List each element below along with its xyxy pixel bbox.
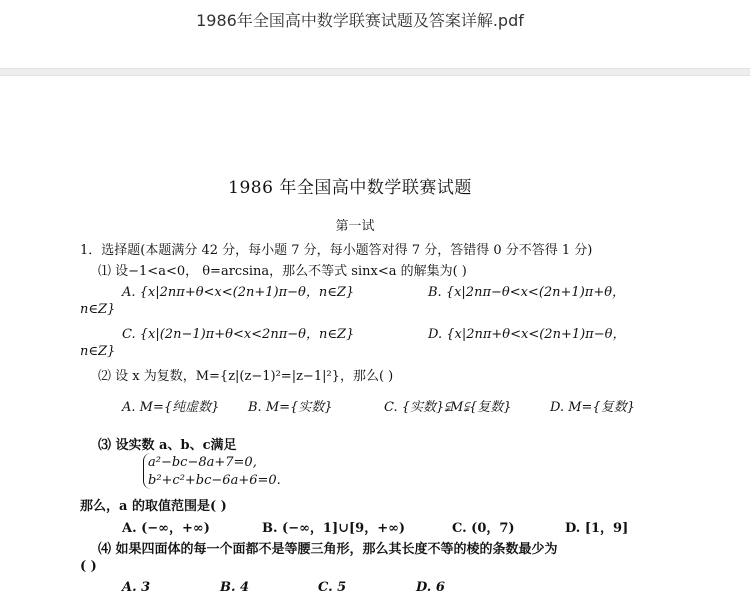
q1-option-c: C. {x|(2n−1)π+θ<x<2nπ−θ，n∈Z} [122, 327, 355, 342]
q1-option-a: A. {x|2nπ+θ<x<(2n+1)π−θ，n∈Z} [122, 285, 355, 300]
q4-option-a: A. 3 [122, 580, 151, 595]
q4-option-c: C. 5 [318, 580, 347, 595]
q3-option-a: A. (−∞，+∞) [122, 521, 210, 536]
toolbar-divider [0, 68, 750, 76]
q3-equation-2: b²+c²+bc−6a+6=0. [148, 473, 281, 488]
q2-option-a: A. M={纯虚数} [122, 400, 220, 415]
q1-option-d-cont: n∈Z} [80, 344, 116, 359]
q2-option-b: B. M={实数} [248, 400, 333, 415]
q3-then: 那么，a 的取值范围是( ) [80, 499, 227, 514]
q1-option-b: B. {x|2nπ−θ<x<(2n+1)π+θ， [428, 285, 626, 300]
q2-stem: ⑵ 设 x 为复数，M={z|(z−1)²=|z−1|²}，那么( ) [98, 369, 394, 384]
file-title: 1986年全国高中数学联赛试题及答案详解.pdf [196, 11, 524, 30]
q1-option-d: D. {x|2nπ+θ<x<(2n+1)π−θ， [428, 327, 626, 342]
q4-option-d: D. 6 [416, 580, 445, 595]
q2-option-c: C. {实数}⫋M⫋{复数} [384, 400, 512, 415]
q4-stem: ⑷ 如果四面体的每一个面都不是等腰三角形，那么其长度不等的棱的条数最少为 [98, 542, 558, 557]
document-title: 1986 年全国高中数学联赛试题 [228, 178, 472, 198]
q1-header: 1．选择题(本题满分 42 分，每小题 7 分，每小题答对得 7 分，答错得 0 分不答得 1 分) [80, 243, 593, 258]
pdf-page[interactable] [0, 77, 750, 595]
section-title: 第一试 [335, 219, 375, 234]
q2-option-d: D. M={复数} [550, 400, 635, 415]
q3-option-c: C. (0，7) [452, 521, 515, 536]
q3-equation-1: a²−bc−8a+7=0, [148, 455, 257, 470]
q4-paren: ( ) [80, 559, 97, 574]
q3-option-b: B. (−∞，1]∪[9，+∞) [262, 521, 406, 536]
q1-stem: ⑴ 设−1<a<0， θ=arcsina，那么不等式 sinx<a 的解集为( ) [98, 264, 467, 279]
viewer-toolbar [0, 0, 750, 68]
q3-option-d: D. [1，9] [565, 521, 629, 536]
q4-option-b: B. 4 [220, 580, 250, 595]
q1-option-b-cont: n∈Z} [80, 302, 116, 317]
q3-stem: ⑶ 设实数 a、b、c满足 [98, 438, 237, 453]
